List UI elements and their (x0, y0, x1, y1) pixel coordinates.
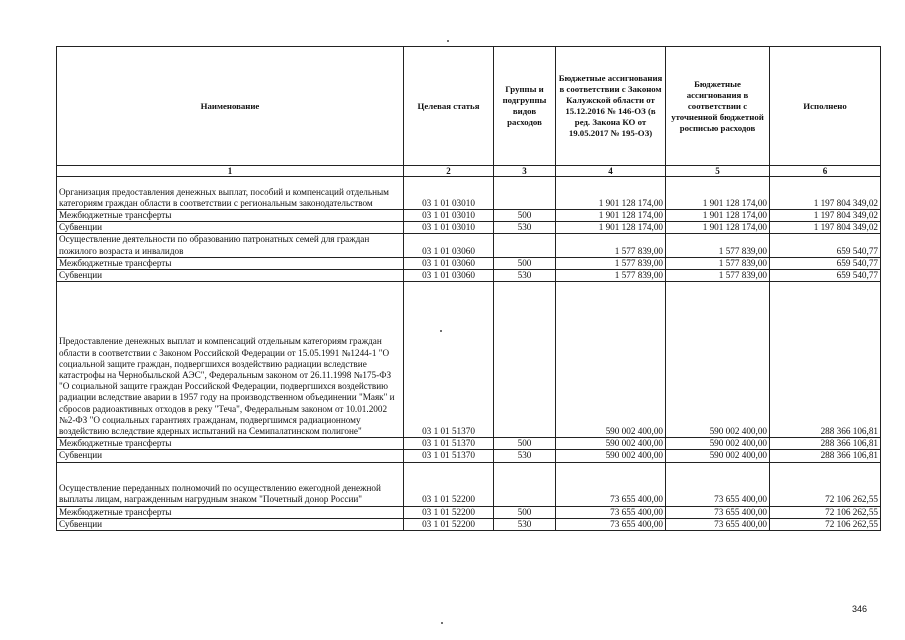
table-row (57, 234, 881, 257)
table-row (57, 506, 881, 518)
row-executed: 72 106 262,55 (770, 462, 881, 506)
row-law-assignment: 1 577 839,00 (556, 270, 666, 282)
row-law-assignment: 73 655 400,00 (556, 518, 666, 530)
column-number: 2 (404, 166, 494, 177)
row-law-assignment: 1 901 128 174,00 (556, 177, 666, 210)
table-row (57, 257, 881, 269)
row-expense-group: 530 (494, 518, 556, 530)
column-number-row (57, 166, 881, 177)
row-target-article: 03 1 01 51370 (404, 438, 494, 450)
row-executed: 288 366 106,81 (770, 450, 881, 462)
row-refined-assignment: 1 577 839,00 (666, 270, 770, 282)
row-target-article: 03 1 01 03060 (404, 234, 494, 257)
scan-speck (441, 622, 443, 624)
row-name: Предоставление денежных выплат и компенсаций отдельным категориям граждан области в соответствии с Законом Российской Федерации от 15.05.1991 №1244-1 "О социальной защите граждан, подвергшихся воздействию радиации вследствие катастрофы на Чернобыльской АЭС", Федеральным законом от 26.11.1998 №175-ФЗ "О социальной защите граждан Российской Федерации, подвергшихся воздействию радиации вследствие аварии в 1957 году на производственном объединении "Маяк" и сбросов радиоактивных отходов в реку "Теча", Федеральным законом от 10.01.2002 №2-ФЗ "О социальных гарантиях гражданам, подвергшимся радиационному воздействию вследствие ядерных испытаний на Семипалатинском полигоне" (57, 282, 404, 438)
header-row (57, 47, 881, 166)
row-refined-assignment: 1 577 839,00 (666, 257, 770, 269)
column-number: 1 (57, 166, 404, 177)
row-law-assignment: 590 002 400,00 (556, 450, 666, 462)
column-number: 6 (770, 166, 881, 177)
row-name: Межбюджетные трансферты (57, 257, 404, 269)
row-executed: 1 197 804 349,02 (770, 222, 881, 234)
header-executed: Исполнено (770, 47, 881, 166)
row-name: Межбюджетные трансферты (57, 438, 404, 450)
row-name: Осуществление деятельности по образованию патронатных семей для граждан пожилого возраста и инвалидов (57, 234, 404, 257)
row-law-assignment: 73 655 400,00 (556, 462, 666, 506)
row-refined-assignment: 73 655 400,00 (666, 506, 770, 518)
row-target-article: 03 1 01 03010 (404, 222, 494, 234)
table-row (57, 462, 881, 506)
column-number: 3 (494, 166, 556, 177)
row-name: Организация предоставления денежных выплат, пособий и компенсаций отдельным категориям граждан области в соответствии с региональным законодательством (57, 177, 404, 210)
header-target-article: Целевая статья (404, 47, 494, 166)
header-expense-groups: Группы и подгруппы видов расходов (494, 47, 556, 166)
header-name: Наименование (57, 47, 404, 166)
row-expense-group: 500 (494, 257, 556, 269)
row-name: Субвенции (57, 222, 404, 234)
page-number: 346 (851, 604, 867, 614)
row-executed: 659 540,77 (770, 270, 881, 282)
row-executed: 1 197 804 349,02 (770, 177, 881, 210)
row-target-article: 03 1 01 03060 (404, 270, 494, 282)
row-expense-group (494, 282, 556, 438)
column-number: 4 (556, 166, 666, 177)
row-target-article: 03 1 01 52200 (404, 462, 494, 506)
row-refined-assignment: 590 002 400,00 (666, 282, 770, 438)
row-refined-assignment: 1 901 128 174,00 (666, 222, 770, 234)
row-executed: 288 366 106,81 (770, 438, 881, 450)
row-law-assignment: 1 901 128 174,00 (556, 210, 666, 222)
row-target-article: 03 1 01 03010 (404, 210, 494, 222)
row-expense-group: 530 (494, 222, 556, 234)
row-name: Субвенции (57, 270, 404, 282)
row-law-assignment: 1 577 839,00 (556, 257, 666, 269)
row-target-article: 03 1 01 51370 (404, 282, 494, 438)
row-name: Осуществление переданных полномочий по осуществлению ежегодной денежной выплаты лицам, награжденным нагрудным знаком "Почетный донор России" (57, 462, 404, 506)
row-executed: 659 540,77 (770, 257, 881, 269)
row-refined-assignment: 1 901 128 174,00 (666, 177, 770, 210)
row-law-assignment: 1 901 128 174,00 (556, 222, 666, 234)
row-expense-group: 500 (494, 438, 556, 450)
row-target-article: 03 1 01 03010 (404, 177, 494, 210)
table-row (57, 210, 881, 222)
table-row (57, 450, 881, 462)
row-expense-group: 500 (494, 210, 556, 222)
table-row (57, 438, 881, 450)
row-executed: 72 106 262,55 (770, 506, 881, 518)
row-refined-assignment: 73 655 400,00 (666, 462, 770, 506)
budget-table (56, 46, 881, 531)
row-name: Субвенции (57, 450, 404, 462)
row-law-assignment: 590 002 400,00 (556, 438, 666, 450)
row-law-assignment: 73 655 400,00 (556, 506, 666, 518)
row-executed: 1 197 804 349,02 (770, 210, 881, 222)
row-refined-assignment: 590 002 400,00 (666, 438, 770, 450)
header-refined-assignments: Бюджетные ассигнования в соответствии с уточненной бюджетной росписью расходов (666, 47, 770, 166)
row-name: Межбюджетные трансферты (57, 210, 404, 222)
row-refined-assignment: 73 655 400,00 (666, 518, 770, 530)
table-row (57, 222, 881, 234)
row-expense-group: 530 (494, 270, 556, 282)
header-law-assignments: Бюджетные ассигнования в соответствии с Законом Калужской области от 15.12.2016 № 146-ОЗ (в ред. Закона КО от 19.05.2017 № 195-ОЗ) (556, 47, 666, 166)
row-law-assignment: 590 002 400,00 (556, 282, 666, 438)
row-expense-group: 500 (494, 506, 556, 518)
row-expense-group: 530 (494, 450, 556, 462)
table-row (57, 518, 881, 530)
table-row (57, 282, 881, 438)
row-executed: 288 366 106,81 (770, 282, 881, 438)
row-executed: 659 540,77 (770, 234, 881, 257)
table-row (57, 177, 881, 210)
row-expense-group (494, 462, 556, 506)
row-refined-assignment: 1 577 839,00 (666, 234, 770, 257)
scan-speck (447, 40, 449, 42)
row-name: Субвенции (57, 518, 404, 530)
row-refined-assignment: 590 002 400,00 (666, 450, 770, 462)
column-number: 5 (666, 166, 770, 177)
row-expense-group (494, 177, 556, 210)
table-row (57, 270, 881, 282)
row-target-article: 03 1 01 03060 (404, 257, 494, 269)
row-executed: 72 106 262,55 (770, 518, 881, 530)
row-law-assignment: 1 577 839,00 (556, 234, 666, 257)
row-refined-assignment: 1 901 128 174,00 (666, 210, 770, 222)
row-target-article: 03 1 01 52200 (404, 518, 494, 530)
row-name: Межбюджетные трансферты (57, 506, 404, 518)
row-expense-group (494, 234, 556, 257)
row-target-article: 03 1 01 51370 (404, 450, 494, 462)
row-target-article: 03 1 01 52200 (404, 506, 494, 518)
